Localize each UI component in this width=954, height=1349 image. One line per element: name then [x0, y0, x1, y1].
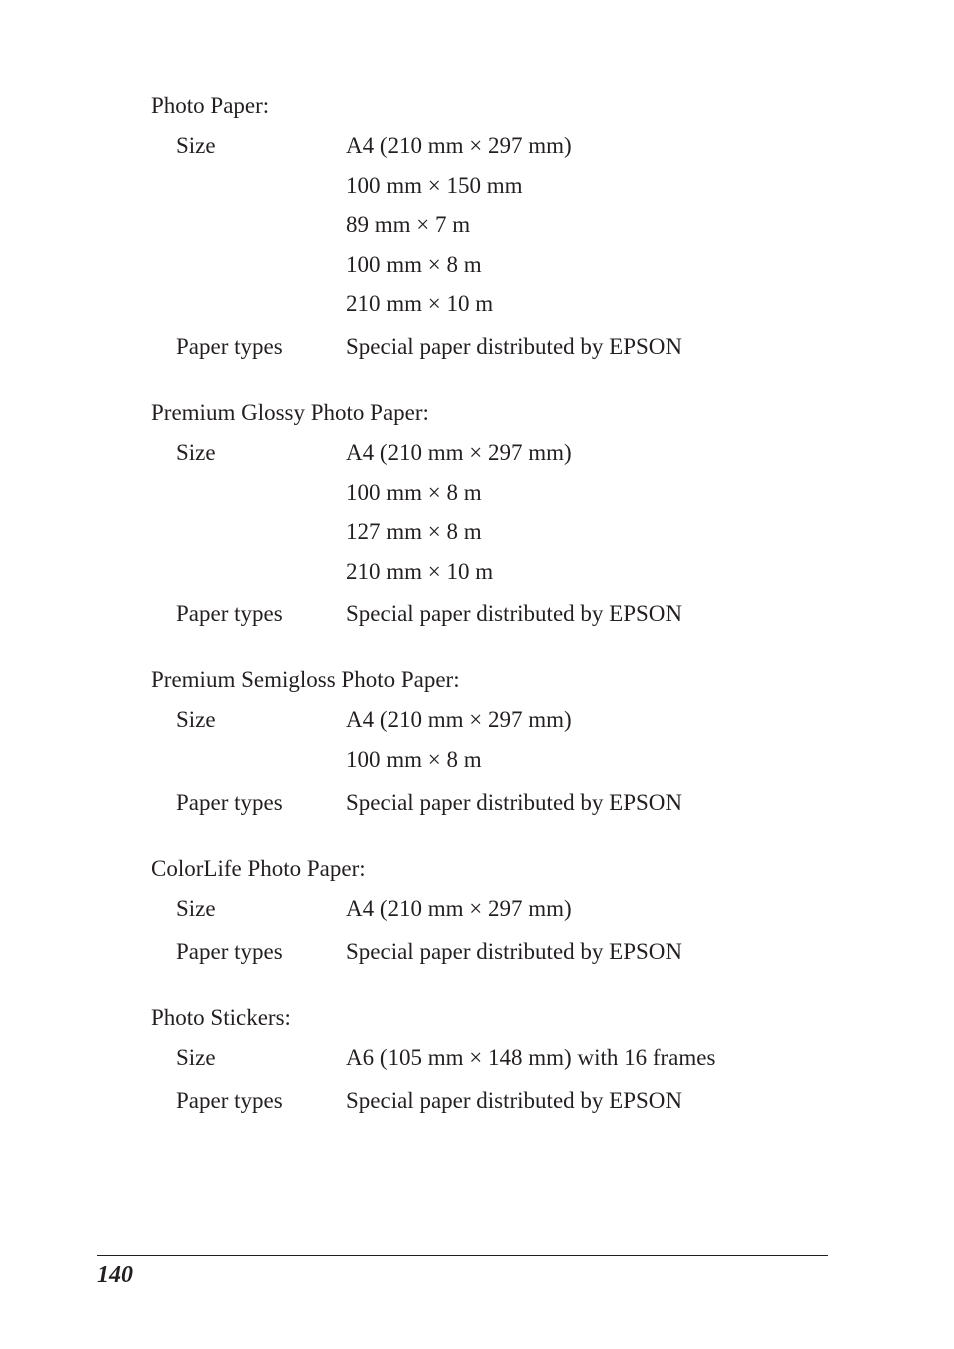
size-row	[151, 126, 831, 324]
paper-types-row	[151, 932, 831, 971]
paper-types-label: Paper types	[176, 601, 283, 627]
paper-types-label: Paper types	[176, 1087, 283, 1113]
size-label: Size	[176, 439, 216, 465]
size-value: 210 mm × 10 m	[346, 291, 494, 317]
paper-section-colorlife	[151, 849, 831, 971]
paper-types-values	[346, 594, 831, 633]
footer-divider	[97, 1255, 828, 1256]
paper-types-values	[346, 327, 831, 366]
section-title: ColorLife Photo Paper:	[151, 855, 366, 881]
size-value: A6 (105 mm × 148 mm) with 16 frames	[346, 1044, 716, 1070]
size-value: 89 mm × 7 m	[346, 212, 471, 238]
size-values	[346, 126, 831, 324]
size-label: Size	[176, 707, 216, 733]
size-row	[151, 889, 831, 929]
paper-types-row	[151, 327, 831, 366]
size-value: 210 mm × 10 m	[346, 558, 494, 584]
paper-section-premium-semigloss	[151, 660, 831, 821]
size-value: 127 mm × 8 m	[346, 519, 482, 545]
size-row	[151, 1038, 831, 1078]
size-label: Size	[176, 895, 216, 921]
paper-types-row	[151, 1081, 831, 1120]
size-label: Size	[176, 133, 216, 158]
size-value: 100 mm × 8 m	[346, 251, 482, 277]
size-value: A4 (210 mm × 297 mm)	[346, 439, 572, 465]
size-value: A4 (210 mm × 297 mm)	[346, 133, 572, 158]
paper-types-label: Paper types	[176, 333, 283, 359]
paper-types-value: Special paper distributed by EPSON	[346, 789, 683, 815]
document-content	[151, 86, 831, 1147]
paper-types-label: Paper types	[176, 938, 283, 964]
paper-section-photo-stickers	[151, 998, 831, 1120]
paper-types-values	[346, 1081, 831, 1120]
size-values	[346, 433, 831, 591]
size-value: 100 mm × 150 mm	[346, 172, 523, 198]
size-row	[151, 433, 831, 591]
page-number: 140	[97, 1262, 133, 1288]
size-values	[346, 1038, 831, 1078]
size-values	[346, 889, 831, 929]
size-values	[346, 700, 831, 779]
paper-types-values	[346, 932, 831, 971]
paper-section-premium-glossy	[151, 393, 831, 633]
paper-types-value: Special paper distributed by EPSON	[346, 333, 683, 359]
paper-types-value: Special paper distributed by EPSON	[346, 1087, 683, 1113]
section-title: Photo Stickers:	[151, 1004, 291, 1030]
section-title: Photo Paper:	[151, 93, 270, 118]
size-value: 100 mm × 8 m	[346, 746, 482, 772]
section-title: Premium Semigloss Photo Paper:	[151, 667, 460, 693]
paper-types-row	[151, 783, 831, 822]
paper-types-label: Paper types	[176, 789, 283, 815]
size-value: A4 (210 mm × 297 mm)	[346, 895, 572, 921]
paper-types-value: Special paper distributed by EPSON	[346, 601, 683, 627]
paper-section-photo-paper	[151, 86, 831, 366]
size-value: 100 mm × 8 m	[346, 479, 482, 505]
paper-types-row	[151, 594, 831, 633]
section-title: Premium Glossy Photo Paper:	[151, 399, 429, 425]
size-value: A4 (210 mm × 297 mm)	[346, 707, 572, 733]
paper-types-value: Special paper distributed by EPSON	[346, 938, 683, 964]
size-label: Size	[176, 1044, 216, 1070]
paper-types-values	[346, 783, 831, 822]
size-row	[151, 700, 831, 779]
